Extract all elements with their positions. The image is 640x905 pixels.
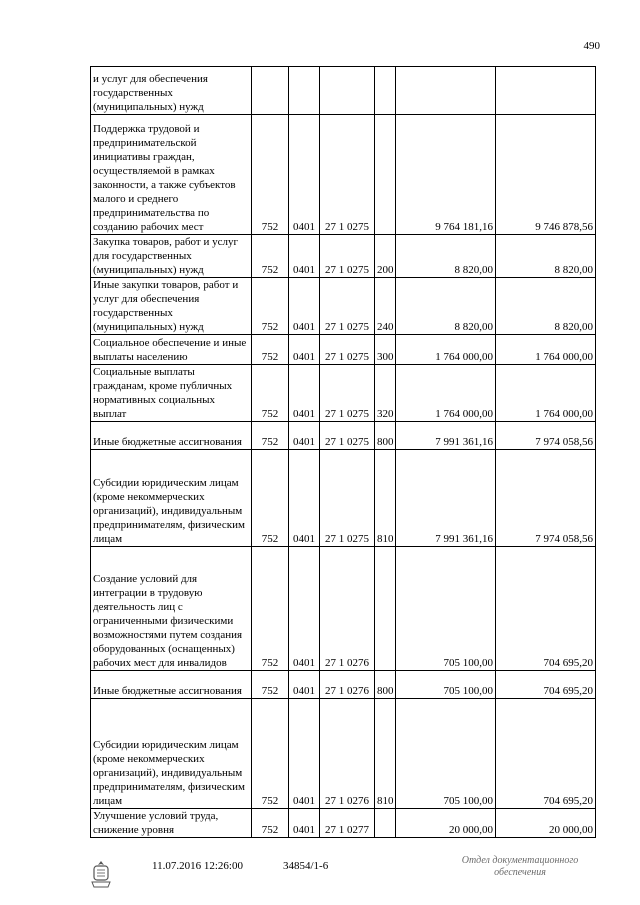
cell-razdel: 0401 [289,335,320,365]
cell-razdel: 0401 [289,671,320,699]
cell-razdel: 0401 [289,115,320,235]
cell-sum1: 8 820,00 [396,235,496,278]
cell-name: Создание условий для интеграции в трудовую деятельность лиц с ограниченными физическими возможностями путем создания оборудованных (оснащенных) рабочих мест для инвалидов [91,547,252,671]
table-row [91,67,596,115]
cell-csr: 27 1 0277 [320,809,375,838]
table-row [91,450,596,547]
cell-vr: 800 [375,422,396,450]
cell-csr: 27 1 0275 [320,422,375,450]
cell-name: Иные закупки товаров, работ и услуг для обеспечения государственных (муниципальных) нужд [91,278,252,335]
table-body [91,67,596,838]
cell-sum1: 8 820,00 [396,278,496,335]
cell-sum2: 704 695,20 [496,547,596,671]
cell-ved: 752 [252,278,289,335]
cell-razdel: 0401 [289,422,320,450]
cell-ved: 752 [252,450,289,547]
cell-sum1 [396,67,496,115]
cell-csr: 27 1 0275 [320,278,375,335]
cell-vr: 300 [375,335,396,365]
cell-csr: 27 1 0275 [320,235,375,278]
cell-name: Иные бюджетные ассигнования [91,422,252,450]
cell-vr: 810 [375,699,396,809]
cell-sum1: 1 764 000,00 [396,365,496,422]
cell-name: Субсидии юридическим лицам (кроме некоммерческих организаций), индивидуальным предпринимателям, физическим лицам [91,699,252,809]
footer-datetime: 11.07.2016 12:26:00 [152,860,243,872]
cell-sum2: 7 974 058,56 [496,422,596,450]
cell-name: Социальное обеспечение и иные выплаты населению [91,335,252,365]
cell-csr: 27 1 0276 [320,699,375,809]
footer-doc-number: 34854/1-6 [283,860,329,872]
table-row [91,278,596,335]
cell-vr [375,547,396,671]
cell-sum2: 1 764 000,00 [496,365,596,422]
table-row [91,235,596,278]
cell-sum1: 1 764 000,00 [396,335,496,365]
cell-csr: 27 1 0276 [320,671,375,699]
cell-name: Закупка товаров, работ и услуг для государственных (муниципальных) нужд [91,235,252,278]
cell-name: Субсидии юридическим лицам (кроме некоммерческих организаций), индивидуальным предпринимателям, физическим лицам [91,450,252,547]
crest-icon [90,860,112,888]
cell-sum2 [496,67,596,115]
cell-razdel: 0401 [289,699,320,809]
cell-sum1: 9 764 181,16 [396,115,496,235]
cell-vr [375,115,396,235]
department-stamp: Отдел документационного обеспечения [461,855,579,878]
cell-sum1: 705 100,00 [396,671,496,699]
cell-sum1: 20 000,00 [396,809,496,838]
cell-razdel [289,67,320,115]
cell-name: и услуг для обеспечения государственных (муниципальных) нужд [91,67,252,115]
cell-sum2: 9 746 878,56 [496,115,596,235]
table-row [91,699,596,809]
cell-csr [320,67,375,115]
cell-csr: 27 1 0275 [320,365,375,422]
cell-sum1: 7 991 361,16 [396,450,496,547]
cell-name: Социальные выплаты гражданам, кроме публичных нормативных социальных выплат [91,365,252,422]
budget-table [90,66,596,838]
table-row [91,335,596,365]
cell-razdel: 0401 [289,450,320,547]
cell-vr [375,809,396,838]
cell-vr: 240 [375,278,396,335]
cell-ved: 752 [252,115,289,235]
cell-ved: 752 [252,699,289,809]
page-number: 490 [583,40,600,52]
table-row [91,422,596,450]
cell-razdel: 0401 [289,365,320,422]
table-row [91,365,596,422]
cell-vr: 810 [375,450,396,547]
cell-ved [252,67,289,115]
cell-csr: 27 1 0275 [320,450,375,547]
cell-vr: 320 [375,365,396,422]
cell-sum2: 8 820,00 [496,235,596,278]
cell-vr: 200 [375,235,396,278]
cell-sum2: 704 695,20 [496,699,596,809]
cell-razdel: 0401 [289,547,320,671]
cell-razdel: 0401 [289,278,320,335]
cell-name: Улучшение условий труда, снижение уровня [91,809,252,838]
table-row [91,671,596,699]
cell-csr: 27 1 0275 [320,335,375,365]
cell-sum2: 20 000,00 [496,809,596,838]
table-row [91,809,596,838]
cell-ved: 752 [252,671,289,699]
cell-razdel: 0401 [289,235,320,278]
cell-name: Поддержка трудовой и предпринимательской инициативы граждан, осуществляемой в рамках законности, а также субъектов малого и среднего предпринимательства по созданию рабочих мест [91,115,252,235]
cell-ved: 752 [252,365,289,422]
cell-vr: 800 [375,671,396,699]
cell-ved: 752 [252,547,289,671]
cell-ved: 752 [252,335,289,365]
cell-sum2: 704 695,20 [496,671,596,699]
cell-ved: 752 [252,809,289,838]
cell-csr: 27 1 0276 [320,547,375,671]
cell-ved: 752 [252,235,289,278]
cell-sum2: 7 974 058,56 [496,450,596,547]
cell-sum1: 705 100,00 [396,547,496,671]
cell-name: Иные бюджетные ассигнования [91,671,252,699]
cell-vr [375,67,396,115]
table-row [91,115,596,235]
cell-sum2: 8 820,00 [496,278,596,335]
cell-csr: 27 1 0275 [320,115,375,235]
cell-ved: 752 [252,422,289,450]
cell-razdel: 0401 [289,809,320,838]
cell-sum1: 7 991 361,16 [396,422,496,450]
cell-sum2: 1 764 000,00 [496,335,596,365]
table-row [91,547,596,671]
cell-sum1: 705 100,00 [396,699,496,809]
